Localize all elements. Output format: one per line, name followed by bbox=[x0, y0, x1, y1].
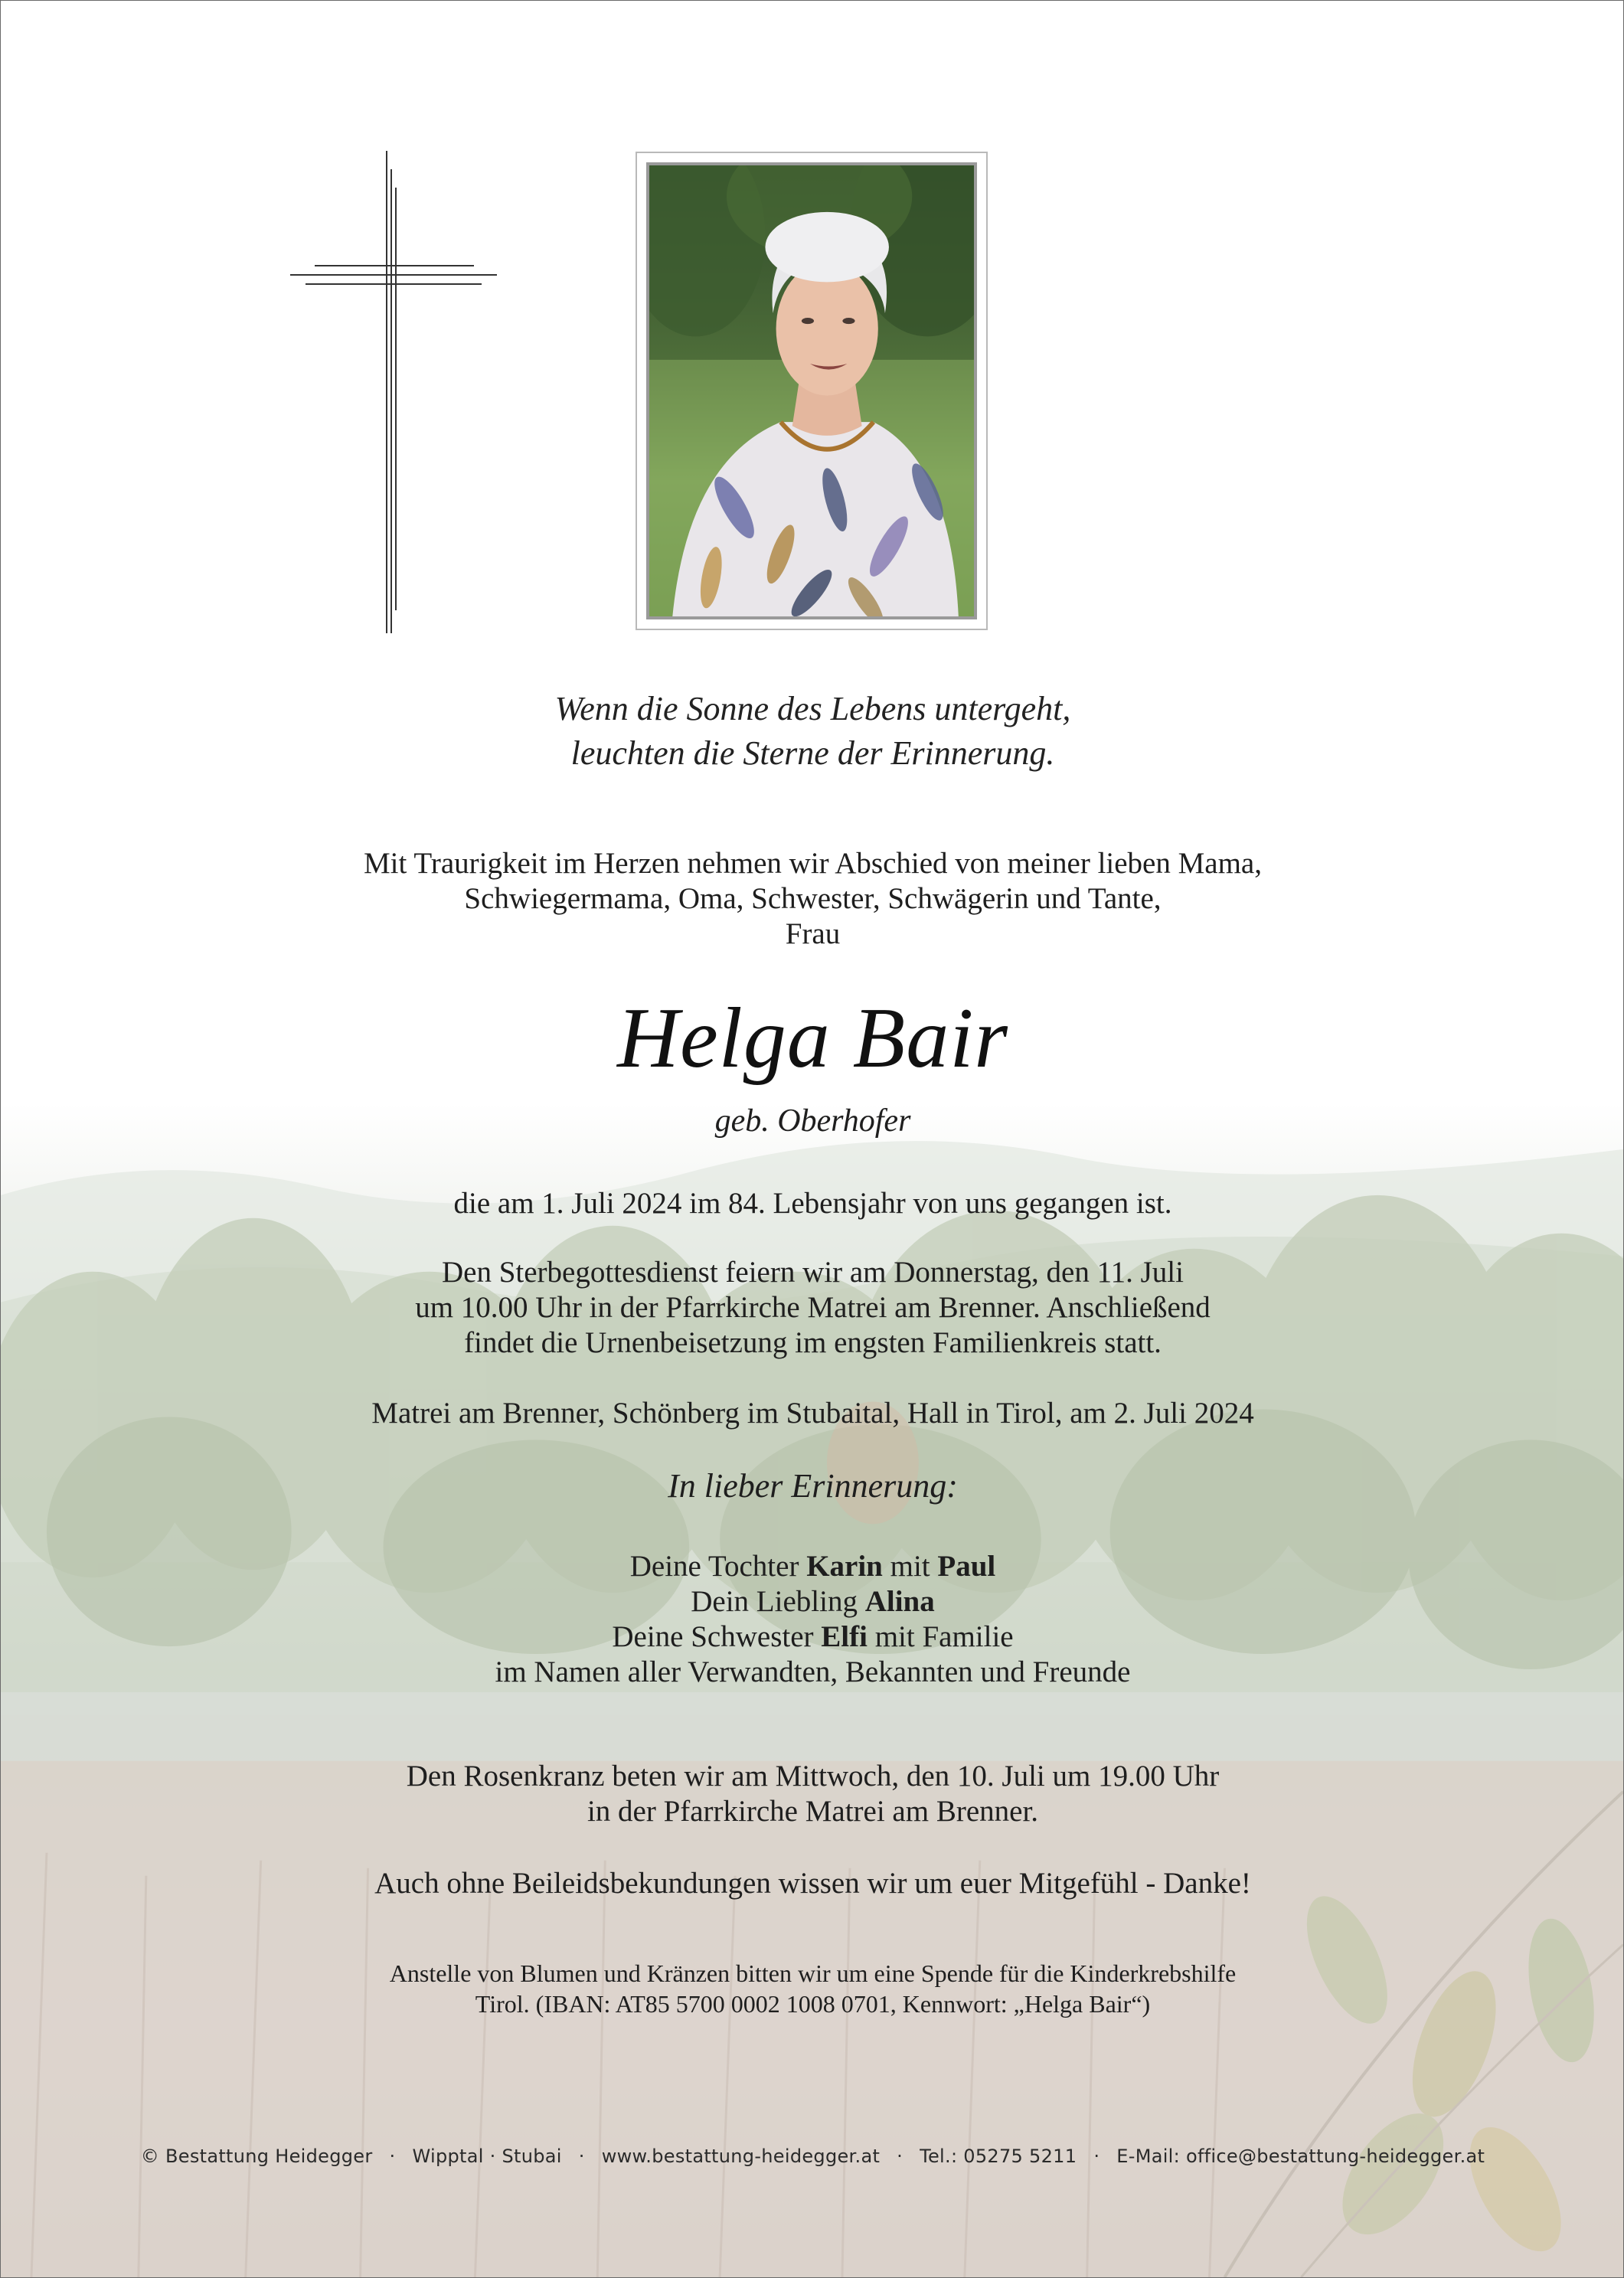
service-line-2: um 10.00 Uhr in der Pfarrkirche Matrei am Brenner. Anschließend bbox=[415, 1291, 1211, 1324]
footer-region: Wipptal · Stubai bbox=[412, 2146, 562, 2167]
thanks-note: Auch ohne Beileidsbekundungen wissen wir um euer Mitgefühl - Danke! bbox=[374, 1867, 1251, 1900]
place-and-date: Matrei am Brenner, Schönberg im Stubaital, Hall in Tirol, am 2. Juli 2024 bbox=[371, 1397, 1254, 1430]
footer-phone[interactable]: Tel.: 05275 5211 bbox=[920, 2146, 1077, 2167]
mourner-line bbox=[1, 1549, 1624, 1584]
quote-line-2: leuchten die Sterne der Erinnerung. bbox=[570, 734, 1055, 772]
donation-line-2: Tirol. (IBAN: AT85 5700 0002 1008 0701, Kennwort: „Helga Bair“) bbox=[475, 1990, 1151, 2018]
intro-line-1: Mit Traurigkeit im Herzen nehmen wir Abschied von meiner lieben Mama, bbox=[364, 847, 1262, 880]
mourner-name: Paul bbox=[937, 1550, 996, 1583]
footer-separator: · bbox=[389, 2146, 396, 2167]
footer-separator: · bbox=[897, 2146, 903, 2167]
rosary-line-2: in der Pfarrkirche Matrei am Brenner. bbox=[587, 1795, 1039, 1828]
mourner-text: Deine Schwester bbox=[612, 1620, 822, 1653]
death-notice: die am 1. Juli 2024 im 84. Lebensjahr von uns gegangen ist. bbox=[453, 1187, 1172, 1220]
footer bbox=[1, 2145, 1624, 2168]
mourner-name: Karin bbox=[806, 1550, 883, 1583]
footer-separator: · bbox=[578, 2146, 585, 2167]
memorial-quote bbox=[1, 687, 1624, 776]
quote-line-1: Wenn die Sonne des Lebens untergeht, bbox=[554, 690, 1071, 727]
intro-line-2: Schwiegermama, Oma, Schwester, Schwägerin und Tante, bbox=[464, 882, 1162, 915]
mourner-text: Deine Tochter bbox=[629, 1550, 807, 1583]
rosary-info bbox=[1, 1759, 1624, 1829]
mourner-name: Alina bbox=[864, 1585, 935, 1618]
donation-request bbox=[1, 1958, 1624, 2019]
service-line-3: findet die Urnenbeisetzung im engsten Familienkreis statt. bbox=[464, 1326, 1162, 1359]
mourners-list bbox=[1, 1549, 1624, 1690]
maiden-name: geb. Oberhofer bbox=[714, 1103, 911, 1139]
service-line-1: Den Sterbegottesdienst feiern wir am Donnerstag, den 11. Juli bbox=[442, 1256, 1184, 1289]
intro-line-3: Frau bbox=[785, 917, 841, 950]
cross-icon bbox=[290, 151, 497, 633]
footer-email-link[interactable]: E-Mail: office@bestattung-heidegger.at bbox=[1116, 2146, 1485, 2167]
mourner-text: Dein Liebling bbox=[691, 1585, 865, 1618]
mourner-line bbox=[1, 1655, 1624, 1690]
mourner-text: im Namen aller Verwandten, Bekannten und Freunde bbox=[495, 1655, 1131, 1688]
mourner-line bbox=[1, 1584, 1624, 1619]
portrait-frame bbox=[636, 152, 988, 630]
footer-company: © Bestattung Heidegger bbox=[140, 2146, 373, 2167]
rosary-line-1: Den Rosenkranz beten wir am Mittwoch, den 10. Juli um 19.00 Uhr bbox=[406, 1760, 1220, 1793]
portrait-photo bbox=[646, 162, 977, 619]
footer-separator: · bbox=[1093, 2146, 1100, 2167]
mourner-text: mit Familie bbox=[867, 1620, 1014, 1653]
donation-line-1: Anstelle von Blumen und Kränzen bitten wir um eine Spende für die Kinderkrebshilfe bbox=[389, 1959, 1237, 1987]
footer-website-link[interactable]: www.bestattung-heidegger.at bbox=[601, 2146, 881, 2167]
mourner-name: Elfi bbox=[821, 1620, 868, 1653]
memory-heading: In lieber Erinnerung: bbox=[668, 1467, 958, 1505]
intro-text bbox=[1, 846, 1624, 952]
deceased-name: Helga Bair bbox=[617, 991, 1008, 1086]
mourner-line bbox=[1, 1619, 1624, 1655]
funeral-service-info bbox=[1, 1255, 1624, 1361]
mourner-text: mit bbox=[882, 1550, 938, 1583]
